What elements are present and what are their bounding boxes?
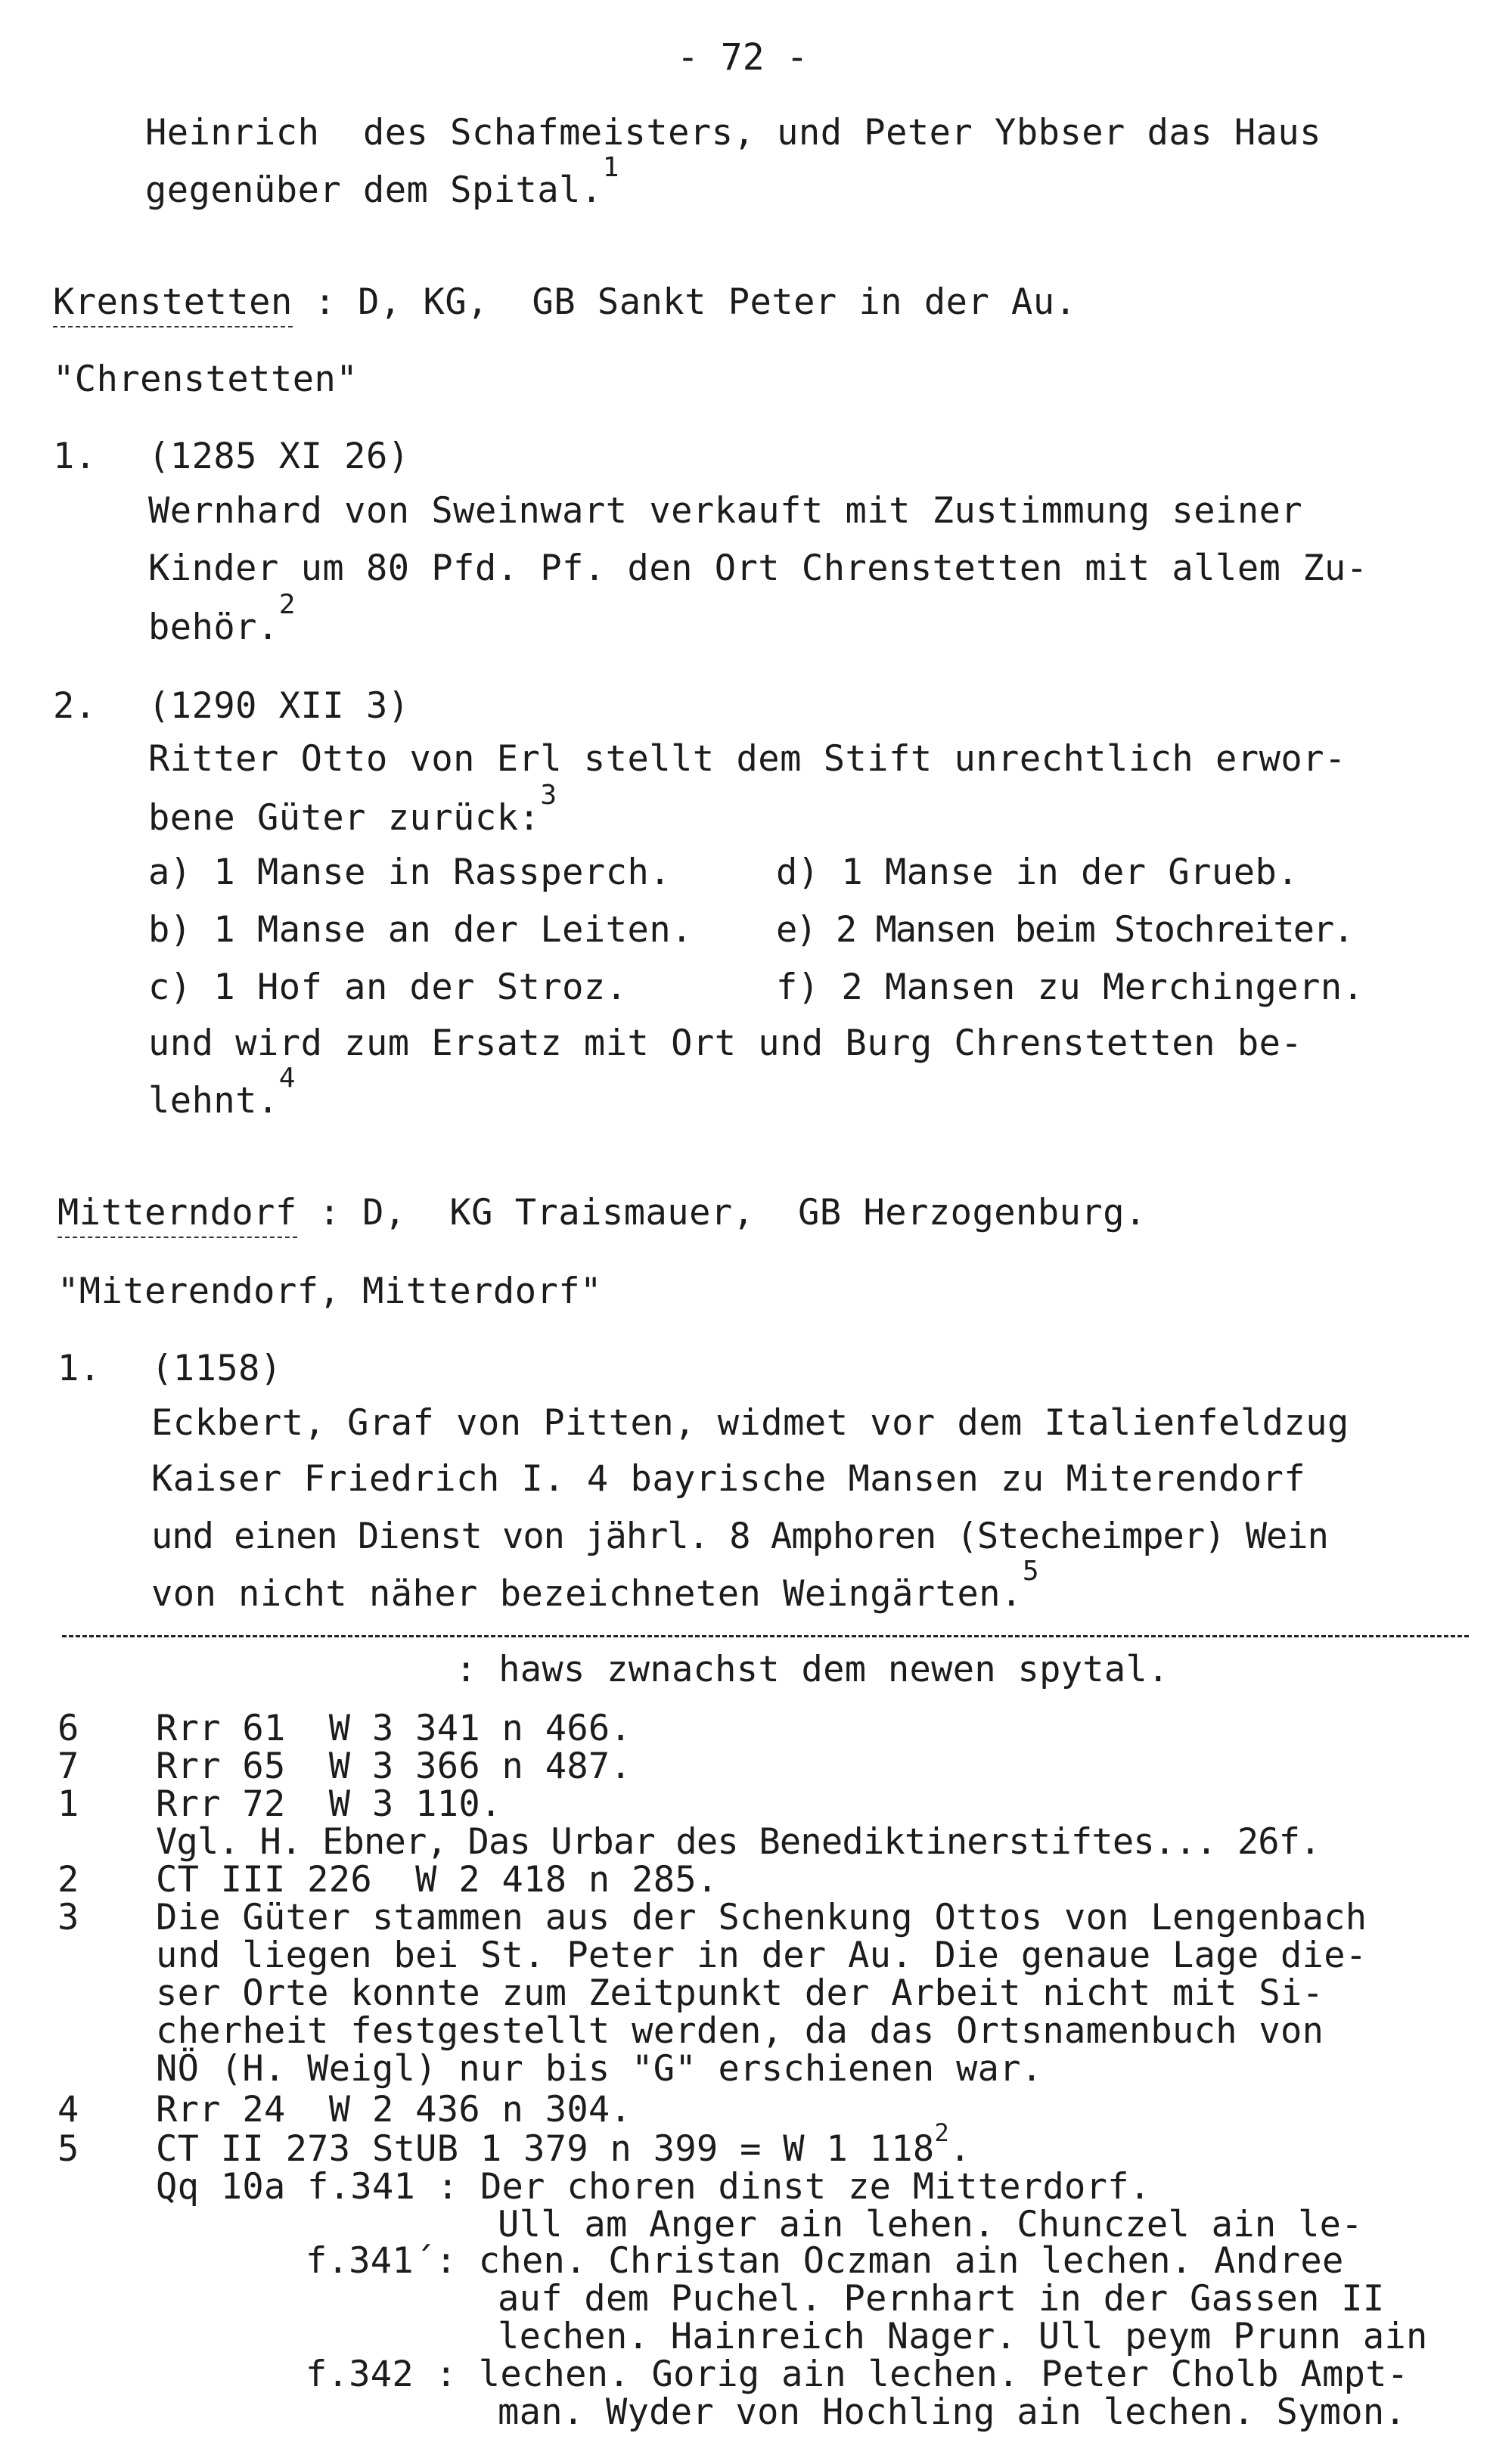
footnote-text: ser Orte konnte zum Zeitpunkt der Arbeit nicht mit Si-	[156, 1972, 1324, 2014]
footnote-text: Ull am Anger ain lehen. Chunczel ain le-	[498, 2204, 1363, 2245]
entry-text-line: behör.$^2$	[148, 589, 296, 648]
footnote-ref-3: 3	[540, 780, 557, 811]
entry-number: 1.	[53, 436, 97, 477]
entry-date: (1158)	[151, 1348, 282, 1389]
intro-line-2: gegenüber dem Spital.$^1$	[145, 152, 619, 211]
footnote-text: auf dem Puchel. Pernhart in der Gassen II	[498, 2278, 1385, 2320]
footnote-text: und liegen bei St. Peter in der Au. Die genaue Lage die-	[156, 1935, 1367, 1976]
footnote-number: 3	[57, 1897, 79, 1938]
footnote-text: Rrr 61 W 3 341 n 466.	[156, 1708, 632, 1749]
footnote-text: lechen. Hainreich Nager. Ull peym Prunn ain	[498, 2316, 1428, 2357]
footnote-number: 2	[57, 1859, 79, 1901]
entry-text-line: Ritter Otto von Erl stellt dem Stift unrechtlich erwor-	[148, 738, 1346, 780]
list-item: a) 1 Manse in Rassperch.	[148, 852, 672, 893]
entry-number: 1.	[57, 1348, 101, 1389]
footnote-number: 7	[57, 1746, 79, 1787]
footnote-ref-2: 2	[278, 589, 296, 620]
footnote-number: 4	[57, 2089, 79, 2130]
footnote-text: f.342 : lechen. Gorig ain lechen. Peter Cholb Ampt-	[306, 2354, 1409, 2395]
footnote-quote: : haws zwnachst dem newen spytal.	[455, 1649, 1169, 1690]
list-item: e) 2 Mansen beim Stochreiter.	[776, 909, 1353, 951]
entry-text-line: Eckbert, Graf von Pitten, widmet vor dem Italienfeldzug	[151, 1402, 1349, 1444]
entry-text-line: Kaiser Friedrich I. 4 bayrische Mansen zu Miterendorf	[151, 1458, 1306, 1500]
entry-text-line: Kinder um 80 Pfd. Pf. den Ort Chrenstetten mit allem Zu-	[148, 548, 1368, 589]
intro-line-1: Heinrich des Schafmeisters, und Peter Ybbser das Haus	[145, 112, 1322, 154]
list-item: d) 1 Manse in der Grueb.	[776, 852, 1299, 893]
footnote-text: f.341´: chen. Christan Oczman ain lechen. Andree	[306, 2240, 1344, 2282]
footnote-text: cherheit festgestellt werden, da das Ortsnamenbuch von	[156, 2010, 1324, 2052]
entry-date: (1285 XI 26)	[148, 436, 410, 477]
place-name-krenstetten: Krenstetten	[53, 281, 293, 327]
footnote-text: Vgl. H. Ebner, Das Urbar des Benediktinerstiftes... 26f.	[156, 1821, 1321, 1863]
place-heading-mitterndorf: Mitterndorf : D, KG Traismauer, GB Herzogenburg.	[57, 1195, 1147, 1230]
page-number: - 72 -	[677, 36, 809, 79]
list-item: c) 1 Hof an der Stroz.	[148, 967, 628, 1008]
footnote-ref-5: 5	[1022, 1556, 1040, 1587]
footnote-number: 6	[57, 1708, 79, 1749]
footnote-text: man. Wyder von Hochling ain lechen. Symon.	[498, 2391, 1407, 2433]
footnote-text: CT II 273 StUB 1 379 n 399 = W 1 $118^2$.	[156, 2118, 971, 2170]
place-alt-name-mitterndorf: "Miterendorf, Mitterdorf"	[57, 1271, 602, 1312]
footnote-separator	[62, 1635, 1469, 1637]
list-item: f) 2 Mansen zu Merchingern.	[776, 967, 1364, 1008]
footnote-text: Rrr 72 W 3 110.	[156, 1783, 502, 1825]
place-alt-name-krenstetten: "Chrenstetten"	[53, 358, 359, 400]
footnote-text: Rrr 65 W 3 366 n 487.	[156, 1746, 632, 1787]
entry-number: 2.	[53, 685, 97, 727]
entry-text-line: bene Güter zurück:$^3$	[148, 780, 557, 839]
entry-text-line: und wird zum Ersatz mit Ort und Burg Chrenstetten be-	[148, 1023, 1303, 1064]
entry-text-line: und einen Dienst von jährl. 8 Amphoren (Stecheimper) Wein	[151, 1516, 1328, 1557]
entry-text-line: Wernhard von Sweinwart verkauft mit Zustimmung seiner	[148, 490, 1303, 532]
footnote-ref-4: 4	[278, 1063, 296, 1094]
place-heading-krenstetten: Krenstetten : D, KG, GB Sankt Peter in der Au.	[53, 284, 1076, 320]
footnote-text: NÖ (H. Weigl) nur bis "G" erschienen war.	[156, 2048, 1043, 2090]
entry-text-line: von nicht näher bezeichneten Weingärten.$^5$	[151, 1556, 1040, 1615]
footnote-text: Rrr 24 W 2 436 n 304.	[156, 2089, 632, 2130]
footnote-text: CT III 226 W 2 418 n 285.	[156, 1859, 719, 1901]
footnote-number: 5	[57, 2128, 79, 2170]
entry-date: (1290 XII 3)	[148, 685, 410, 727]
place-name-mitterndorf: Mitterndorf	[57, 1192, 297, 1238]
footnote-ref-1: 1	[602, 152, 619, 183]
footnote-text: Qq 10a f.341 : Der choren dinst ze Mitterdorf.	[156, 2166, 1151, 2208]
footnote-number: 1	[57, 1783, 79, 1825]
entry-text-line: lehnt.$^4$	[148, 1063, 296, 1122]
list-item: b) 1 Manse an der Leiten.	[148, 909, 693, 951]
footnote-text: Die Güter stammen aus der Schenkung Ottos von Lengenbach	[156, 1897, 1367, 1938]
